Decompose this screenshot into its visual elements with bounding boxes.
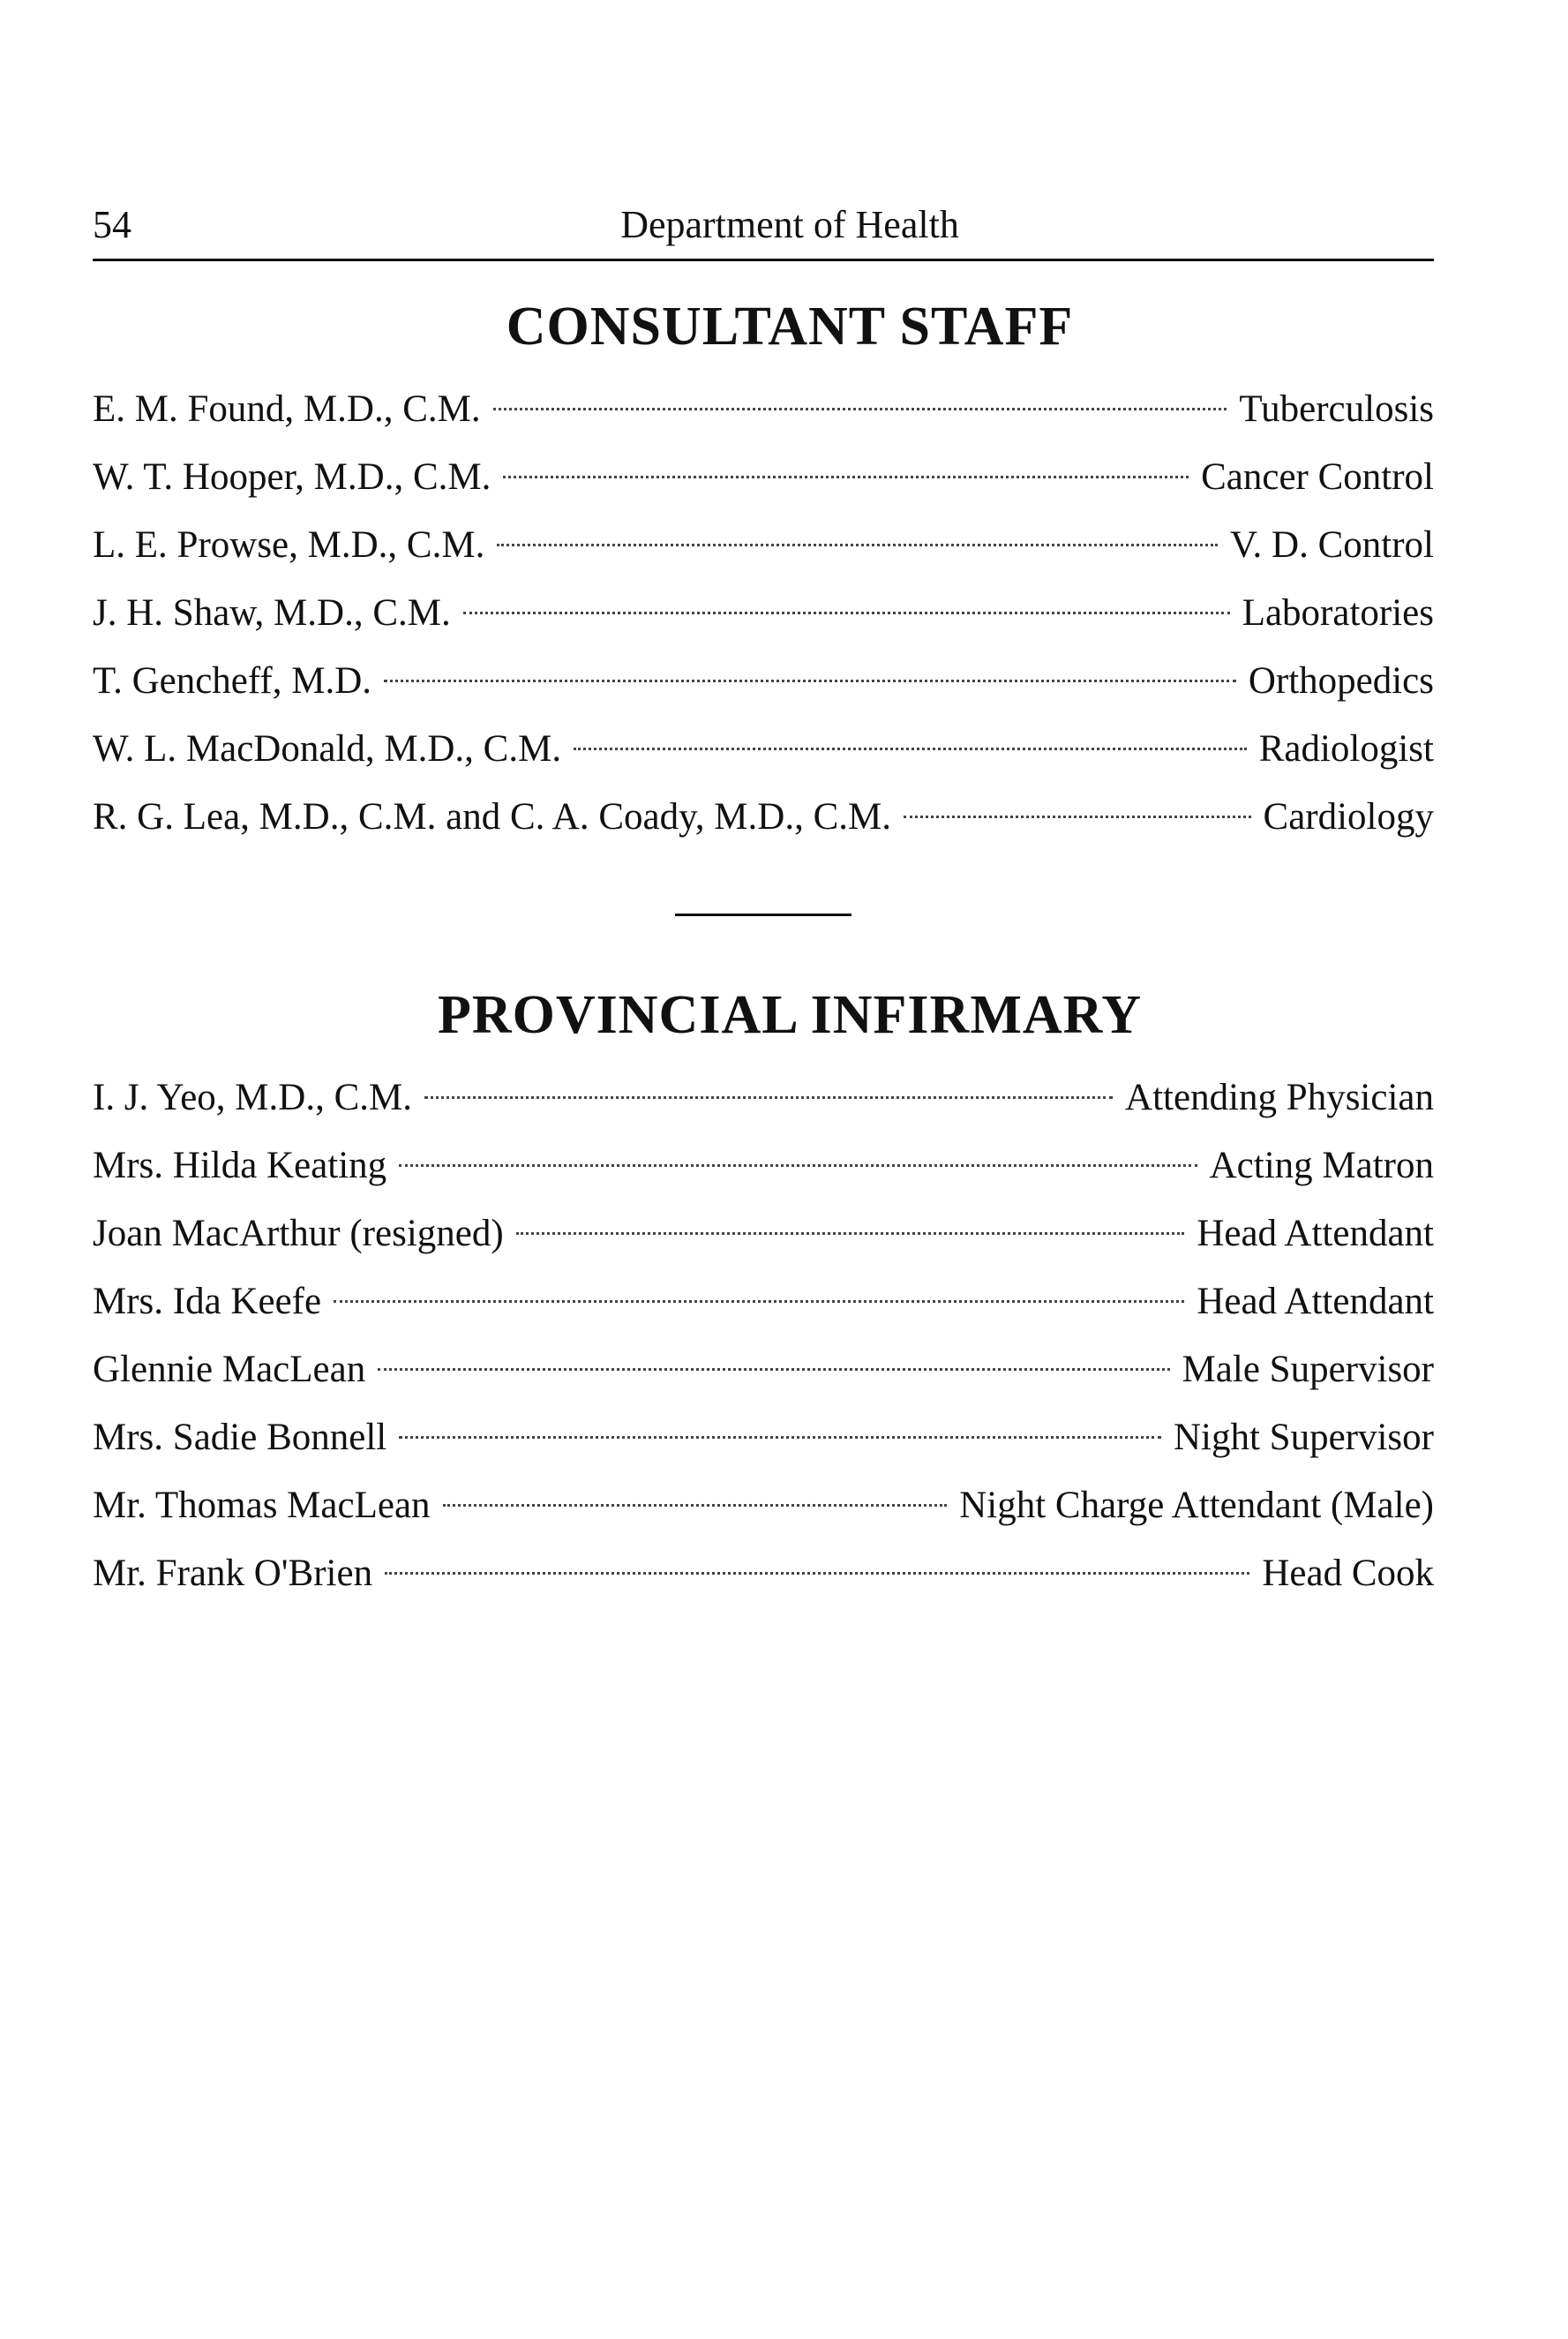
entry-name: Joan MacArthur (resigned): [93, 1213, 504, 1254]
dot-leader: [424, 1096, 1113, 1099]
running-head-title: Department of Health: [620, 203, 959, 246]
list-item: [93, 647, 1434, 715]
dot-leader: [399, 1436, 1161, 1439]
entry-name: Mrs. Ida Keefe: [93, 1281, 322, 1322]
list-item: [93, 579, 1434, 647]
entry-role: Night Supervisor: [1173, 1417, 1434, 1458]
entry-role: Acting Matron: [1209, 1145, 1434, 1186]
entry-name: Mrs. Hilda Keating: [93, 1145, 387, 1186]
section-divider: [675, 914, 852, 916]
dot-leader: [384, 680, 1236, 682]
running-head: [93, 199, 1434, 252]
entry-name: Glennie MacLean: [93, 1349, 366, 1390]
list-item: [93, 511, 1434, 579]
dot-leader: [503, 476, 1189, 478]
list-item: [93, 1132, 1434, 1200]
list-item: [93, 1335, 1434, 1403]
entry-name: W. L. MacDonald, M.D., C.M.: [93, 728, 562, 770]
list-item: [93, 783, 1434, 851]
dot-leader: [385, 1572, 1249, 1575]
entry-name: Mr. Thomas MacLean: [93, 1485, 431, 1526]
dot-leader: [497, 544, 1218, 546]
entry-name: Mr. Frank O'Brien: [93, 1553, 373, 1594]
entry-role: Cardiology: [1263, 796, 1434, 838]
entry-name: W. T. Hooper, M.D., C.M.: [93, 456, 491, 498]
dot-leader: [574, 748, 1247, 750]
entry-role: V. D. Control: [1230, 524, 1434, 566]
list-item: [93, 443, 1434, 511]
entry-role: Radiologist: [1258, 728, 1434, 770]
dot-leader: [463, 612, 1230, 614]
list-item: [93, 1403, 1434, 1471]
entry-role: Head Attendant: [1197, 1281, 1434, 1322]
list-item: [93, 1200, 1434, 1267]
provincial-infirmary-list: [93, 1064, 1434, 1607]
dot-leader: [493, 408, 1227, 410]
entry-role: Night Charge Attendant (Male): [959, 1485, 1434, 1526]
entry-role: Head Cook: [1262, 1553, 1434, 1594]
page-number: 54: [93, 203, 131, 246]
entry-name: R. G. Lea, M.D., C.M. and C. A. Coady, M.D., C.M.: [93, 796, 891, 838]
entry-name: I. J. Yeo, M.D., C.M.: [93, 1077, 412, 1118]
entry-name: J. H. Shaw, M.D., C.M.: [93, 592, 451, 634]
entry-name: L. E. Prowse, M.D., C.M.: [93, 524, 485, 566]
entry-role: Head Attendant: [1197, 1213, 1434, 1254]
dot-leader: [516, 1232, 1185, 1235]
section-title-provincial-infirmary: PROVINCIAL INFIRMARY: [438, 985, 1142, 1045]
entry-role: Attending Physician: [1125, 1077, 1434, 1118]
section-title-consultant-staff: CONSULTANT STAFF: [506, 297, 1074, 357]
dot-leader: [399, 1164, 1197, 1167]
dot-leader: [378, 1368, 1169, 1371]
list-item: [93, 1539, 1434, 1607]
dot-leader: [443, 1504, 948, 1507]
list-item: [93, 1267, 1434, 1335]
entry-role: Male Supervisor: [1182, 1349, 1434, 1390]
list-item: [93, 1471, 1434, 1539]
entry-role: Orthopedics: [1248, 660, 1434, 702]
entry-name: T. Gencheff, M.D.: [93, 660, 372, 702]
list-item: [93, 1064, 1434, 1132]
dot-leader: [334, 1300, 1184, 1303]
entry-role: Cancer Control: [1201, 456, 1434, 498]
entry-name: E. M. Found, M.D., C.M.: [93, 388, 481, 430]
entry-name: Mrs. Sadie Bonnell: [93, 1417, 387, 1458]
list-item: [93, 375, 1434, 443]
list-item: [93, 715, 1434, 783]
dot-leader: [904, 816, 1251, 818]
entry-role: Laboratories: [1242, 592, 1434, 634]
consultant-staff-list: [93, 375, 1434, 851]
header-rule: [93, 259, 1434, 261]
entry-role: Tuberculosis: [1239, 388, 1434, 430]
